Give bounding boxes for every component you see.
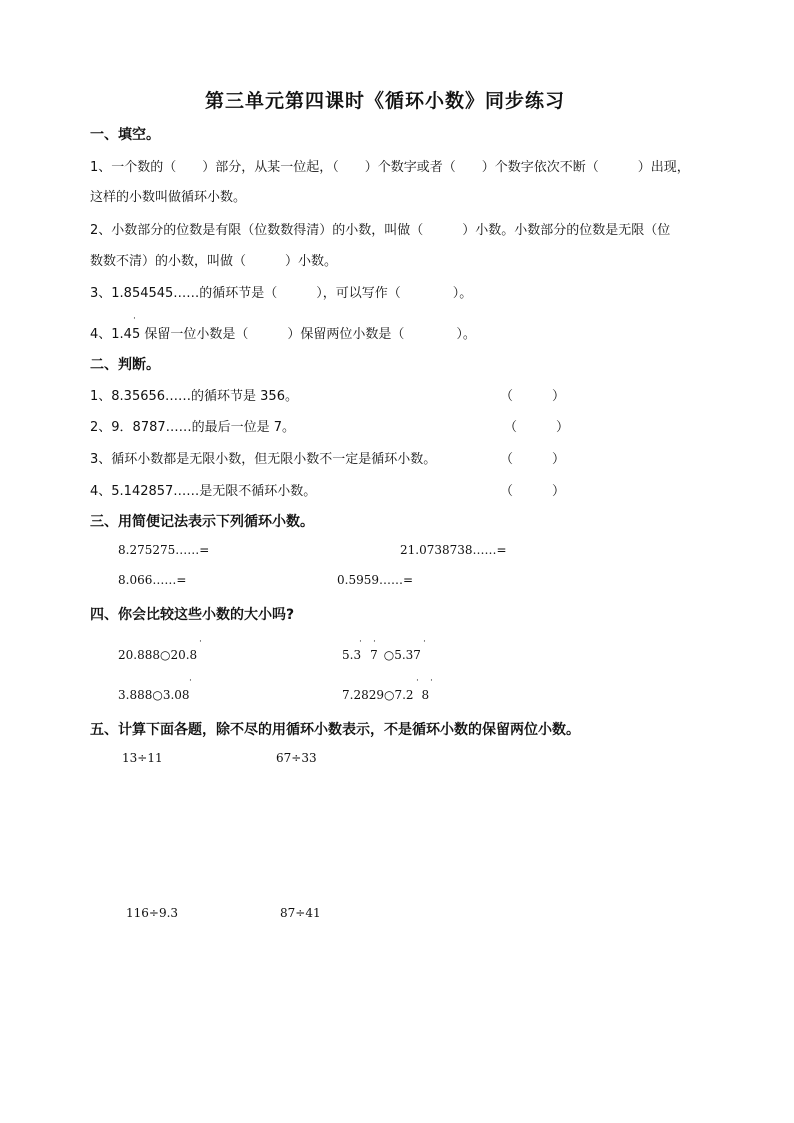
repeat-dot: · [189,676,192,686]
calc-item-2: 67÷33 [276,751,317,765]
repeat-dot: · [430,676,433,686]
repeat-dot: · [416,676,419,686]
section-1-heading: 一、填空。 [90,127,160,143]
repeat-dot: · [373,637,376,647]
calc-item-4: 87÷41 [280,906,321,920]
question-4-number: 4、1.45 [90,327,141,342]
compare-item-4-digit: 8 [421,688,430,702]
judge-item-3-text: 3、循环小数都是无限小数，但无限小数不一定是循环小数。 [90,452,437,467]
judge-item-3-answer: （ ） [500,452,566,467]
question-3: 3、1.854545……的循环节是（ ），可以写作（ ）。 [90,286,473,301]
question-4-text: 保留一位小数是（ ）保留两位小数是（ ）。 [140,327,476,342]
judge-item-1-answer: （ ） [500,389,566,404]
compare-item-1: 20.888○20.8 [118,648,198,662]
notation-item-2: 21.0738738……= [400,543,507,557]
compare-item-2 [342,648,421,662]
compare-item-3: 3.888○3.08 [118,688,190,702]
section-3-heading: 三、用简便记法表示下列循环小数。 [90,514,314,530]
section-2-heading: 二、判断。 [90,357,160,373]
question-1-line-1: 1、一个数的（ ）部分，从某一位起，（ ）个数字或者（ ）个数字依次不断（ ）出现， [90,160,690,175]
calc-item-1: 13÷11 [122,751,163,765]
compare-item-2-right: ○5.37 [383,648,421,662]
compare-item-2-left: 5.3 [342,648,362,662]
section-5-heading: 五、计算下面各题，除不尽的用循环小数表示，不是循环小数的保留两位小数。 [90,722,580,738]
judge-item-4-answer: （ ） [500,484,566,499]
question-2-line-1: 2、小数部分的位数是有限（位数数得清）的小数，叫做（ ）小数。小数部分的位数是无限（位 [90,223,671,238]
judge-item-1-text: 1、8.35656……的循环节是 356。 [90,389,298,404]
repeat-dot: · [423,637,426,647]
repeat-dot: · [133,314,136,324]
compare-item-4 [342,688,429,702]
question-1-line-2: 这样的小数叫做循环小数。 [90,190,247,205]
judge-item-4-text: 4、5.142857……是无限不循环小数。 [90,484,317,499]
compare-item-2-digit: 7 [370,648,378,662]
compare-item-4-left: 7.2829○7.2 [342,688,414,702]
calc-item-3: 116÷9.3 [126,906,179,920]
notation-item-3: 8.066……= [118,573,187,587]
question-4 [90,323,476,342]
repeat-dot: · [199,637,202,647]
repeat-dot: · [359,637,362,647]
question-2-line-2: 数数不清）的小数，叫做（ ）小数。 [90,254,338,269]
judge-item-2-text: 2、9．8787……的最后一位是 7。 [90,420,296,435]
section-4-heading: 四、你会比较这些小数的大小吗? [90,607,295,623]
judge-item-2-answer: （ ） [504,420,570,435]
page-title: 第三单元第四课时《循环小数》同步练习 [205,90,566,112]
notation-item-1: 8.275275……= [118,543,210,557]
notation-item-4: 0.5959……= [337,573,414,587]
